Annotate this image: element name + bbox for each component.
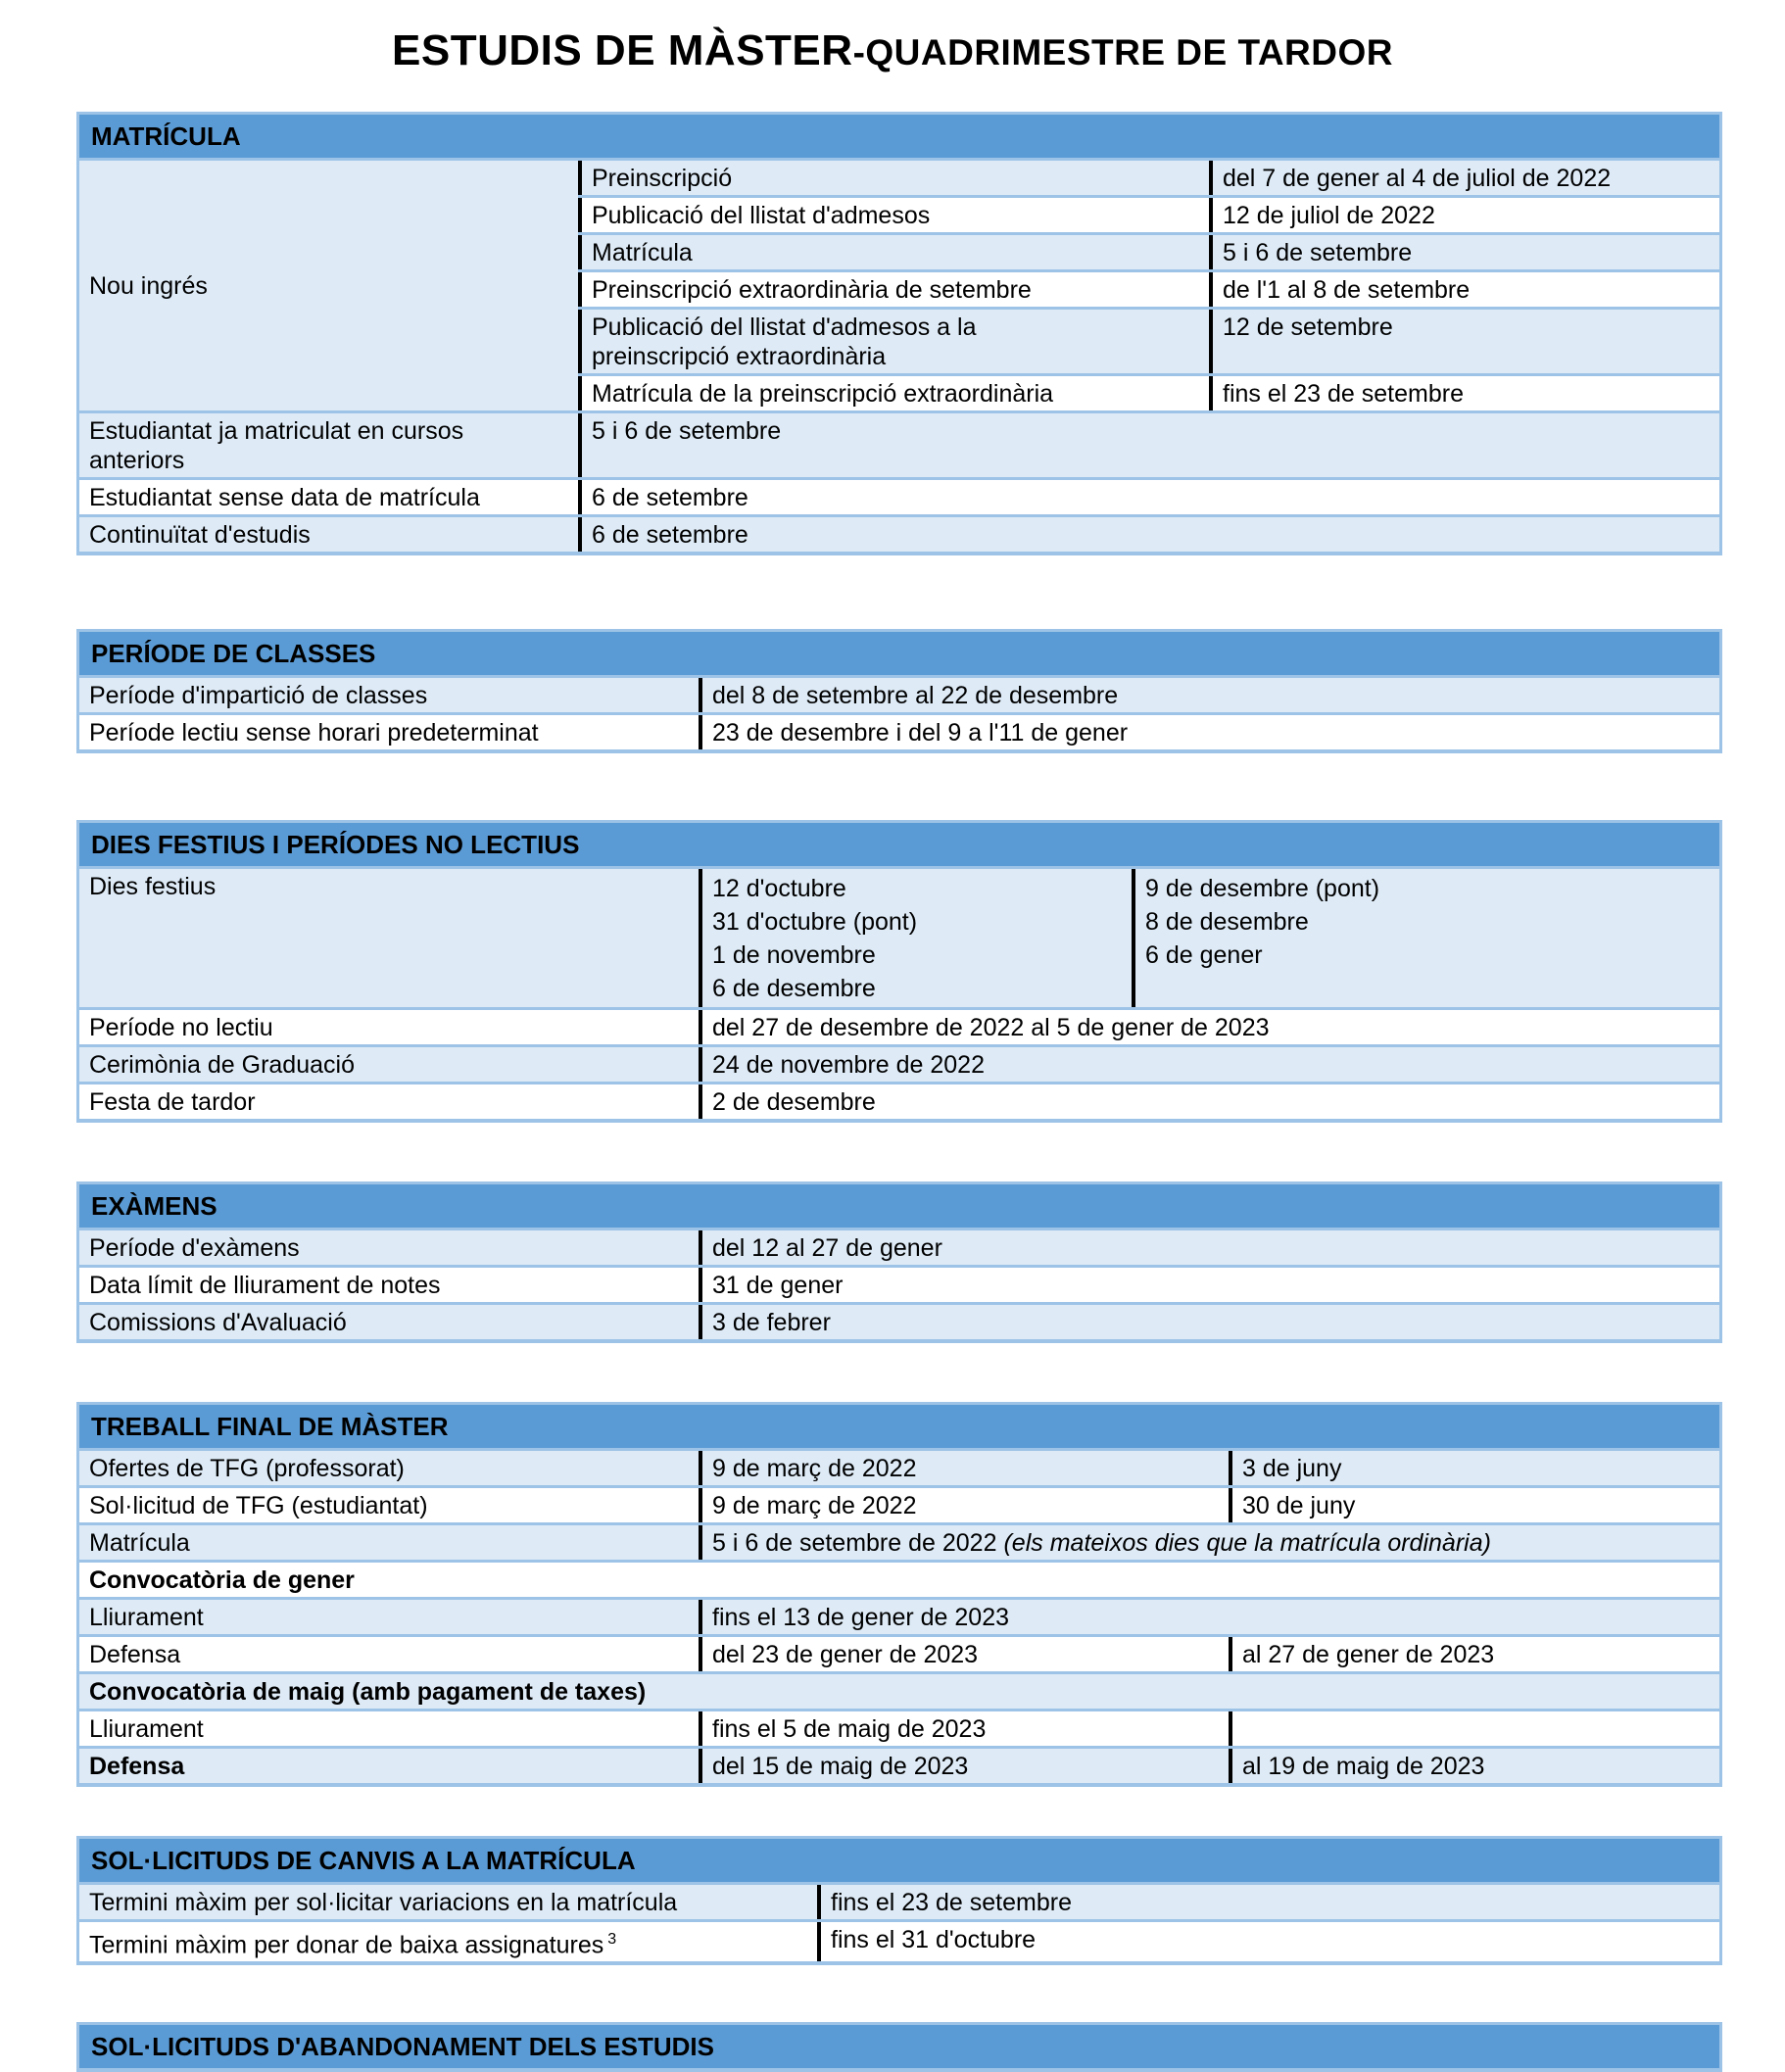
- row-label: Període no lectiu: [89, 1014, 273, 1041]
- table-row: [79, 1007, 1719, 1044]
- table-row: [578, 269, 1719, 307]
- label-text: Termini màxim per donar de baixa assignatures: [89, 1931, 604, 1959]
- row-label: Festa de tardor: [89, 1088, 256, 1116]
- table-treball-final-header: TREBALL FINAL DE MÀSTER: [79, 1405, 1719, 1448]
- table-row: [79, 514, 1719, 552]
- label-line: Estudiantat ja matriculat en cursos: [89, 417, 464, 445]
- nou-ingres-subrows: [578, 161, 1719, 410]
- table-dies-festius-header: DIES FESTIUS I PERÍODES NO LECTIUS: [79, 823, 1719, 866]
- row-value: del 27 de desembre de 2022 al 5 de gener de 2023: [699, 1010, 1719, 1044]
- row-label: Defensa: [89, 1753, 185, 1780]
- festius-dates-col-b: [1132, 869, 1719, 1007]
- row-value-1: del 15 de maig de 2023: [699, 1749, 1229, 1783]
- row-label: Període d'exàmens: [89, 1234, 300, 1262]
- row-label: Lliurament: [89, 1715, 204, 1743]
- row-label: Període d'impartició de classes: [89, 682, 428, 709]
- row-label: Defensa: [89, 1641, 181, 1668]
- date-line: 12 d'octubre: [712, 875, 846, 902]
- matricula-nou-ingres-block: [79, 158, 1719, 410]
- row-value: 5 i 6 de setembre: [1209, 235, 1719, 269]
- table-canvis-matricula: [76, 1836, 1722, 1965]
- table-row: [79, 1919, 1719, 1961]
- table-row: [79, 1265, 1719, 1302]
- table-row: [79, 410, 1719, 477]
- table-row: [79, 1302, 1719, 1339]
- row-value: 31 de gener: [699, 1268, 1719, 1302]
- row-label: Sol·licitud de TFG (estudiantat): [89, 1492, 428, 1519]
- row-label: Ofertes de TFG (professorat): [89, 1455, 405, 1482]
- title-main: ESTUDIS DE MÀSTER: [392, 26, 853, 74]
- row-value: 5 i 6 de setembre: [578, 413, 1719, 477]
- row-label: Cerimònia de Graduació: [89, 1051, 355, 1079]
- table-treball-final: [76, 1402, 1722, 1787]
- page-title: [0, 20, 1785, 76]
- row-label: Data límit de lliurament de notes: [89, 1272, 441, 1299]
- table-row: [79, 1485, 1719, 1522]
- row-value-2: 30 de juny: [1229, 1488, 1719, 1522]
- row-label: [79, 413, 578, 477]
- row-label: Termini màxim per sol·licitar variacions en la matrícula: [89, 1889, 678, 1916]
- row-value: 3 de febrer: [699, 1305, 1719, 1339]
- row-value: de l'1 al 8 de setembre: [1209, 272, 1719, 307]
- table-row: [578, 195, 1719, 232]
- table-row: [79, 1044, 1719, 1082]
- table-row-dies-festius: [79, 866, 1719, 1007]
- label-line: anteriors: [89, 447, 185, 474]
- table-section-row: [79, 1560, 1719, 1597]
- date-line: 31 d'octubre (pont): [712, 908, 918, 936]
- table-row: [79, 1634, 1719, 1671]
- row-label: [578, 310, 1209, 373]
- table-section-row: [79, 1671, 1719, 1709]
- table-row: [578, 161, 1719, 195]
- table-row: [79, 712, 1719, 749]
- row-value-1: 9 de març de 2022: [699, 1451, 1229, 1485]
- row-value: fins el 23 de setembre: [1209, 376, 1719, 410]
- table-row: [578, 232, 1719, 269]
- row-label-nou-ingres: Nou ingrés: [79, 161, 578, 410]
- row-label: Matrícula: [89, 1529, 190, 1557]
- table-row: [79, 1597, 1719, 1634]
- table-abandonament-header: SOL·LICITUDS D'ABANDONAMENT DELS ESTUDIS: [79, 2025, 1719, 2068]
- row-value: del 8 de setembre al 22 de desembre: [699, 678, 1719, 712]
- value-note-italic: (els mateixos dies que la matrícula ordinària): [1003, 1529, 1491, 1557]
- date-line: 1 de novembre: [712, 941, 876, 969]
- date-line: 6 de desembre: [712, 975, 876, 1002]
- table-abandonament: [76, 2022, 1722, 2072]
- table-dies-festius: [76, 820, 1722, 1123]
- row-label: Període lectiu sense horari predeterminat: [89, 719, 539, 747]
- row-value: 24 de novembre de 2022: [699, 1047, 1719, 1082]
- row-value-2: al 19 de maig de 2023: [1229, 1749, 1719, 1783]
- row-value-1: del 23 de gener de 2023: [699, 1637, 1229, 1671]
- table-row: [79, 1746, 1719, 1783]
- label-line: preinscripció extraordinària: [592, 343, 887, 370]
- row-label: [79, 1922, 817, 1961]
- table-row: [79, 1228, 1719, 1265]
- row-label: Comissions d'Avaluació: [89, 1309, 347, 1336]
- row-value: fins el 31 d'octubre: [817, 1922, 1719, 1961]
- row-label: Publicació del llistat d'admesos: [578, 198, 1209, 232]
- row-value: fins el 23 de setembre: [817, 1885, 1719, 1919]
- row-label: Matrícula: [578, 235, 1209, 269]
- table-row: [79, 675, 1719, 712]
- row-value-2: 3 de juny: [1229, 1451, 1719, 1485]
- row-value-1: fins el 5 de maig de 2023: [699, 1711, 1229, 1746]
- row-value: 23 de desembre i del 9 a l'11 de gener: [699, 715, 1719, 749]
- table-row: [79, 1522, 1719, 1560]
- table-row: [79, 1082, 1719, 1119]
- row-label: Lliurament: [89, 1604, 204, 1631]
- row-value-2: [1229, 1711, 1719, 1746]
- row-label: Dies festius: [89, 873, 217, 900]
- table-matricula: [76, 112, 1722, 555]
- table-row: [79, 1709, 1719, 1746]
- table-row: [578, 373, 1719, 410]
- section-label: Convocatòria de maig (amb pagament de taxes): [89, 1678, 647, 1706]
- table-periode-classes-header: PERÍODE DE CLASSES: [79, 632, 1719, 675]
- table-periode-classes: [76, 629, 1722, 753]
- row-value-1: 9 de març de 2022: [699, 1488, 1229, 1522]
- table-examens-header: EXÀMENS: [79, 1184, 1719, 1228]
- date-line: 6 de gener: [1145, 941, 1263, 969]
- row-value: fins el 13 de gener de 2023: [699, 1600, 1719, 1634]
- festius-dates-col-a: [699, 869, 1132, 1007]
- table-row: [578, 307, 1719, 373]
- row-label: Estudiantat sense data de matrícula: [89, 484, 480, 511]
- section-label: Convocatòria de gener: [89, 1566, 355, 1594]
- row-value: 6 de setembre: [578, 517, 1719, 552]
- footnote-marker: 3: [607, 1931, 617, 1948]
- row-value: 12 de setembre: [1209, 310, 1719, 373]
- row-value: 12 de juliol de 2022: [1209, 198, 1719, 232]
- label-line: Publicació del llistat d'admesos a la: [592, 313, 977, 341]
- title-sub: -QUADRIMESTRE DE TARDOR: [852, 32, 1393, 72]
- row-value: del 12 al 27 de gener: [699, 1230, 1719, 1265]
- row-value: [699, 1525, 1719, 1560]
- date-line: 9 de desembre (pont): [1145, 875, 1380, 902]
- table-examens: [76, 1181, 1722, 1343]
- value-text: 5 i 6 de setembre de 2022: [712, 1529, 997, 1557]
- table-matricula-header: MATRÍCULA: [79, 115, 1719, 158]
- row-label: Matrícula de la preinscripció extraordinària: [578, 376, 1209, 410]
- row-value: 6 de setembre: [578, 480, 1719, 514]
- table-row: [79, 477, 1719, 514]
- row-value-2: al 27 de gener de 2023: [1229, 1637, 1719, 1671]
- row-label: Preinscripció extraordinària de setembre: [578, 272, 1209, 307]
- row-value: del 7 de gener al 4 de juliol de 2022: [1209, 161, 1719, 195]
- table-canvis-matricula-header: SOL·LICITUDS DE CANVIS A LA MATRÍCULA: [79, 1839, 1719, 1882]
- table-row: [79, 1882, 1719, 1919]
- row-label: Continuïtat d'estudis: [89, 521, 311, 549]
- date-line: 8 de desembre: [1145, 908, 1309, 936]
- row-label: Preinscripció: [578, 161, 1209, 195]
- row-value: 2 de desembre: [699, 1084, 1719, 1119]
- table-row: [79, 1448, 1719, 1485]
- document-body: [0, 112, 1722, 2072]
